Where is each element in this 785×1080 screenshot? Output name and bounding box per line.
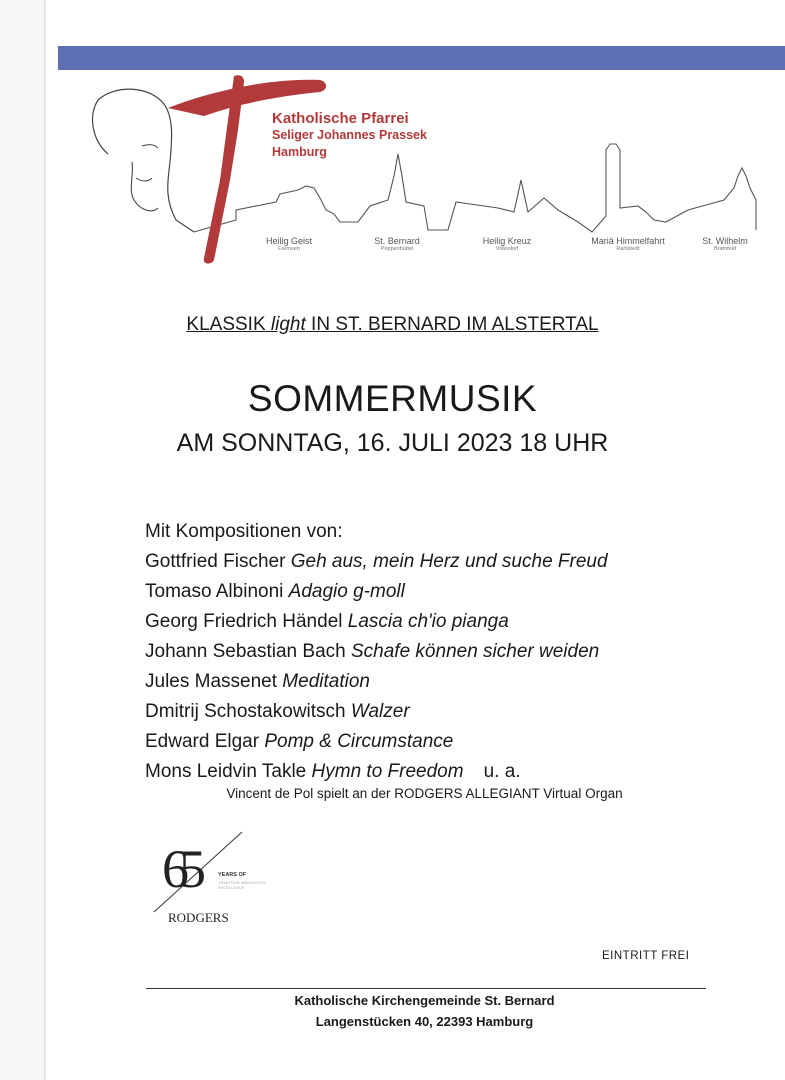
church-label: St. Bernard Poppenbüttel [374, 236, 420, 252]
list-item: Johann Sebastian Bach Schafe können sicher weiden [145, 641, 600, 662]
admission-note: EINTRITT FREI [602, 950, 690, 962]
church-label: St. Wilhelm Bramfeld [702, 236, 748, 252]
footer-line-2: Langenstücken 40, 22393 Hamburg [315, 1014, 534, 1029]
program-list [145, 517, 608, 787]
parish-header [58, 70, 785, 265]
footer-line-1: Katholische Kirchengemeinde St. Bernard [294, 993, 555, 1008]
list-item: Georg Friedrich Händel Lascia ch'io pianga [145, 611, 509, 632]
program-suffix: u. a. [483, 761, 521, 782]
list-item: Dmitrij Schostakowitsch Walzer [145, 701, 410, 722]
scan-edge [0, 0, 44, 1080]
list-item: Jules Massenet Meditation [145, 671, 370, 692]
header-blue-bar [58, 46, 785, 70]
parish-name [272, 110, 427, 161]
performer-line: Vincent de Pol spielt an der RODGERS ALLEGIANT Virtual Organ [226, 786, 623, 801]
list-item: Mons Leidvin Takle Hymn to Freedom u. a. [145, 761, 521, 782]
org-line-3: Hamburg [272, 145, 327, 159]
event-date: AM SONNTAG, 16. JULI 2023 18 UHR [176, 429, 609, 457]
footer-address [32, 990, 785, 1032]
rodgers-logo [150, 830, 290, 930]
series-title [0, 314, 785, 336]
footer-divider [146, 988, 706, 989]
church-label: Heilig Geist Farmsen [265, 236, 312, 252]
scan-edge-line [44, 0, 46, 1080]
event-title: SOMMERMUSIK [247, 378, 538, 419]
program-intro: Mit Kompositionen von: [145, 521, 343, 542]
church-label: Mariä Himmelfahrt Rahlstedt [591, 236, 665, 252]
org-line-1: Katholische Pfarrei [272, 110, 409, 127]
org-line-2: Seliger Johannes Prassek [272, 128, 427, 142]
logo-tagline: TRADITION INNOVATION EXCELLENCE [218, 880, 265, 890]
list-item: Tomaso Albinoni Adagio g-moll [145, 581, 405, 602]
logo-years: YEARS OF [218, 872, 247, 878]
church-label: Heilig Kreuz Volksdorf [482, 236, 532, 252]
series-title-text: KLASSIK light IN ST. BERNARD IM ALSTERTAL [186, 314, 599, 335]
logo-brand: RODGERS [168, 910, 229, 925]
logo-number: 65 [162, 839, 196, 899]
list-item: Edward Elgar Pomp & Circumstance [145, 731, 454, 752]
list-item: Gottfried Fischer Geh aus, mein Herz und suche Freud [145, 551, 608, 572]
